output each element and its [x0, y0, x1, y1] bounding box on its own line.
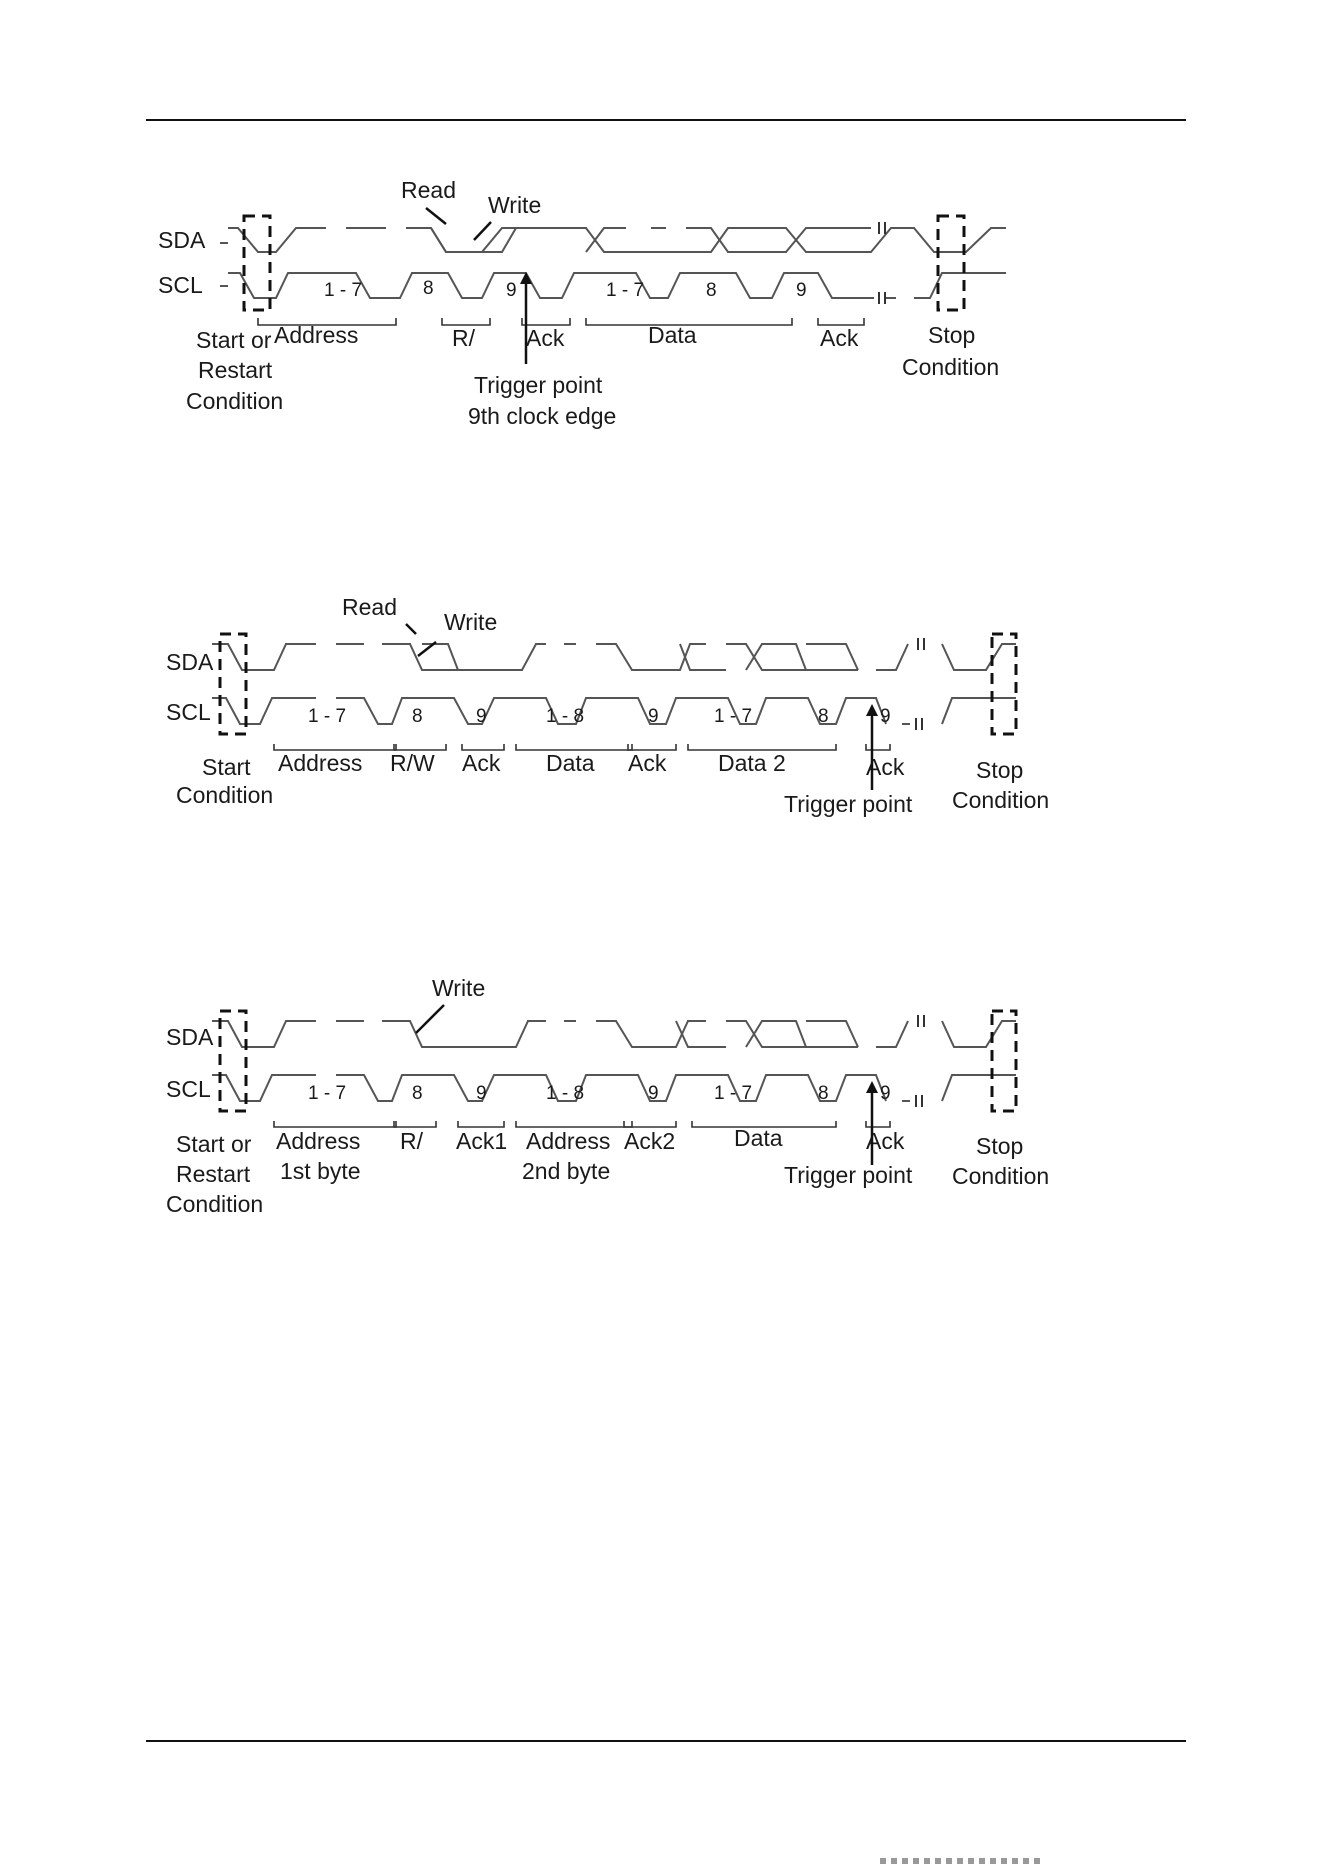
- stop-condition-box: [938, 216, 964, 310]
- read-label: Read: [401, 177, 456, 203]
- segment-label: Ack2: [624, 1128, 676, 1154]
- stop-label: Condition: [952, 1163, 1050, 1189]
- sda-label: SDA: [158, 227, 206, 253]
- sda-waveform: [212, 1021, 1016, 1047]
- write-arrow: [474, 222, 491, 240]
- segment-bracket: [866, 744, 890, 750]
- sda-data-cross: [680, 644, 858, 670]
- sda-data-cross: [586, 228, 871, 252]
- trigger-arrowhead: [866, 704, 878, 716]
- segment-bracket: [394, 1121, 436, 1127]
- scl-label: SCL: [166, 699, 211, 725]
- start-label: Start or: [196, 327, 272, 353]
- stop-label: Condition: [952, 787, 1050, 813]
- clock-number: 8: [423, 278, 434, 299]
- header-rule: [146, 119, 1186, 121]
- segment-label: R/: [452, 325, 475, 351]
- write-arrow: [416, 1005, 444, 1033]
- trigger-arrowhead: [866, 1081, 878, 1093]
- start-label: Restart: [176, 1161, 251, 1187]
- read-arrow: [426, 208, 446, 224]
- clock-number: 9: [880, 1083, 891, 1104]
- write-label: Write: [444, 609, 498, 635]
- start-label: Restart: [198, 357, 273, 383]
- segment-label: Ack: [866, 754, 905, 780]
- segment-label: Address: [276, 1128, 361, 1154]
- clock-number: 1 - 7: [308, 1083, 347, 1104]
- i2c-timing-diagram-2: [146, 580, 1076, 845]
- trigger-label: Trigger point: [784, 791, 913, 817]
- write-label: Write: [488, 192, 542, 218]
- sda-label: SDA: [166, 1024, 214, 1050]
- segment-label: R/W: [390, 750, 435, 776]
- segment-label: R/: [400, 1128, 423, 1154]
- clock-number: 8: [706, 280, 717, 301]
- sda-label: SDA: [166, 649, 214, 675]
- segment-bracket: [516, 1121, 632, 1127]
- segment-label: Ack: [866, 1128, 905, 1154]
- segment-label-line2: 1st byte: [280, 1158, 361, 1184]
- stop-label: Stop: [976, 1133, 1024, 1159]
- segment-label: Address: [274, 322, 359, 348]
- i2c-timing-diagram-1: [146, 168, 1046, 453]
- stop-label: Condition: [902, 354, 1000, 380]
- read-arrow: [406, 624, 416, 634]
- clock-number: 1 - 7: [606, 280, 645, 301]
- stop-condition-box: [992, 1011, 1016, 1111]
- clock-number: 1 - 7: [324, 280, 363, 301]
- clock-number: 9: [506, 280, 517, 301]
- stop-condition-box: [992, 634, 1016, 734]
- clock-number: 9: [476, 706, 487, 727]
- clock-number: 1 - 7: [714, 1083, 753, 1104]
- clock-number: 1 - 7: [714, 706, 753, 727]
- clock-number: 9: [796, 280, 807, 301]
- segment-label: Ack: [526, 325, 565, 351]
- clock-number: 8: [412, 706, 423, 727]
- footer-watermark: [880, 1858, 1040, 1864]
- start-label: Condition: [176, 782, 274, 808]
- segment-bracket: [442, 318, 490, 325]
- segment-bracket: [458, 1121, 504, 1127]
- trigger-label: Trigger point: [474, 372, 603, 398]
- clock-number: 1 - 8: [546, 706, 585, 727]
- segment-label: Data: [734, 1125, 783, 1151]
- footer-rule: [146, 1740, 1186, 1742]
- clock-number: 9: [648, 1083, 659, 1104]
- clock-number: 1 - 8: [546, 1083, 585, 1104]
- segment-label: Ack1: [456, 1128, 508, 1154]
- start-label: Start or: [176, 1131, 252, 1157]
- clock-number: 8: [818, 706, 829, 727]
- stop-label: Stop: [976, 757, 1024, 783]
- segment-bracket: [818, 318, 864, 325]
- segment-label: Address: [278, 750, 363, 776]
- scl-label: SCL: [166, 1076, 211, 1102]
- clock-number: 8: [412, 1083, 423, 1104]
- segment-bracket: [274, 1121, 396, 1127]
- segment-label: Data 2: [718, 750, 786, 776]
- i2c-timing-diagram-3: [146, 965, 1076, 1240]
- start-condition-box: [220, 1011, 246, 1111]
- segment-label: Address: [526, 1128, 611, 1154]
- trigger-label: 9th clock edge: [468, 403, 617, 429]
- sda-data-cross: [676, 1021, 858, 1047]
- start-label: Condition: [186, 388, 284, 414]
- start-condition-box: [244, 216, 270, 310]
- stop-label: Stop: [928, 322, 976, 348]
- segment-bracket: [866, 1121, 890, 1127]
- segment-label: Data: [546, 750, 595, 776]
- write-label: Write: [432, 975, 486, 1001]
- clock-number: 8: [818, 1083, 829, 1104]
- clock-number: 9: [476, 1083, 487, 1104]
- sda-write-level: [431, 228, 516, 252]
- sda-waveform: [212, 644, 1016, 670]
- start-label: Condition: [166, 1191, 264, 1217]
- scl-label: SCL: [158, 272, 203, 298]
- segment-label: Ack: [628, 750, 667, 776]
- start-condition-box: [220, 634, 246, 734]
- segment-label: Ack: [462, 750, 501, 776]
- clock-number: 9: [648, 706, 659, 727]
- trigger-label: Trigger point: [784, 1162, 913, 1188]
- clock-number: 9: [880, 706, 891, 727]
- segment-bracket: [522, 318, 570, 325]
- start-label: Start: [202, 754, 251, 780]
- clock-number: 1 - 7: [308, 706, 347, 727]
- segment-label-line2: 2nd byte: [522, 1158, 611, 1184]
- segment-label: Data: [648, 322, 697, 348]
- read-label: Read: [342, 594, 397, 620]
- sda-waveform: [228, 228, 1006, 252]
- segment-label: Ack: [820, 325, 859, 351]
